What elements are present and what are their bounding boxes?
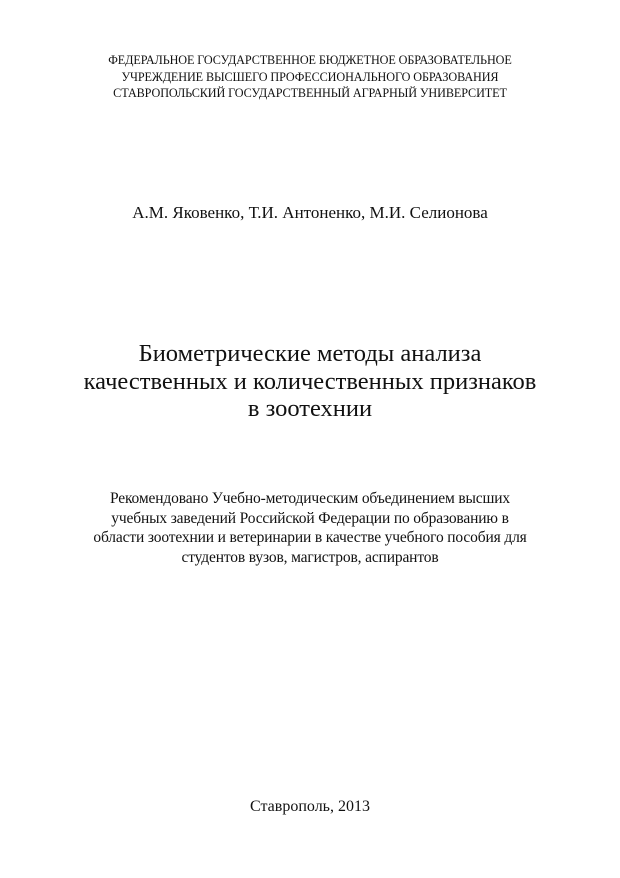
title-line-3: в зоотехнии bbox=[247, 395, 373, 422]
institution-header bbox=[0, 52, 620, 102]
title-line-2: качественных и количественных признаков bbox=[83, 367, 537, 395]
authors: А.М. Яковенко, Т.И. Антоненко, М.И. Селионова bbox=[132, 203, 488, 222]
recommendation-line-2: учебных заведений Российской Федерации по образованию в bbox=[111, 509, 509, 527]
place-year: Ставрополь, 2013 bbox=[250, 798, 370, 815]
book-title bbox=[0, 340, 620, 423]
recommendation-line-4: студентов вузов, магистров, аспирантов bbox=[181, 548, 439, 566]
title-line-1: Биометрические методы анализа bbox=[138, 340, 482, 367]
recommendation-line-3: области зоотехнии и ветеринарии в качестве учебного пособия для bbox=[93, 529, 527, 546]
institution-line-3: СТАВРОПОЛЬСКИЙ ГОСУДАРСТВЕННЫЙ АГРАРНЫЙ УНИВЕРСИТЕТ bbox=[113, 86, 507, 100]
institution-line-1: ФЕДЕРАЛЬНОЕ ГОСУДАРСТВЕННОЕ БЮДЖЕТНОЕ ОБРАЗОВАТЕЛЬНОЕ bbox=[108, 53, 512, 67]
recommendation-line-1: Рекомендовано Учебно-методическим объединением высших bbox=[109, 490, 511, 507]
recommendation-note bbox=[0, 489, 620, 567]
institution-line-2: УЧРЕЖДЕНИЕ ВЫСШЕГО ПРОФЕССИОНАЛЬНОГО ОБРАЗОВАНИЯ bbox=[121, 69, 499, 84]
